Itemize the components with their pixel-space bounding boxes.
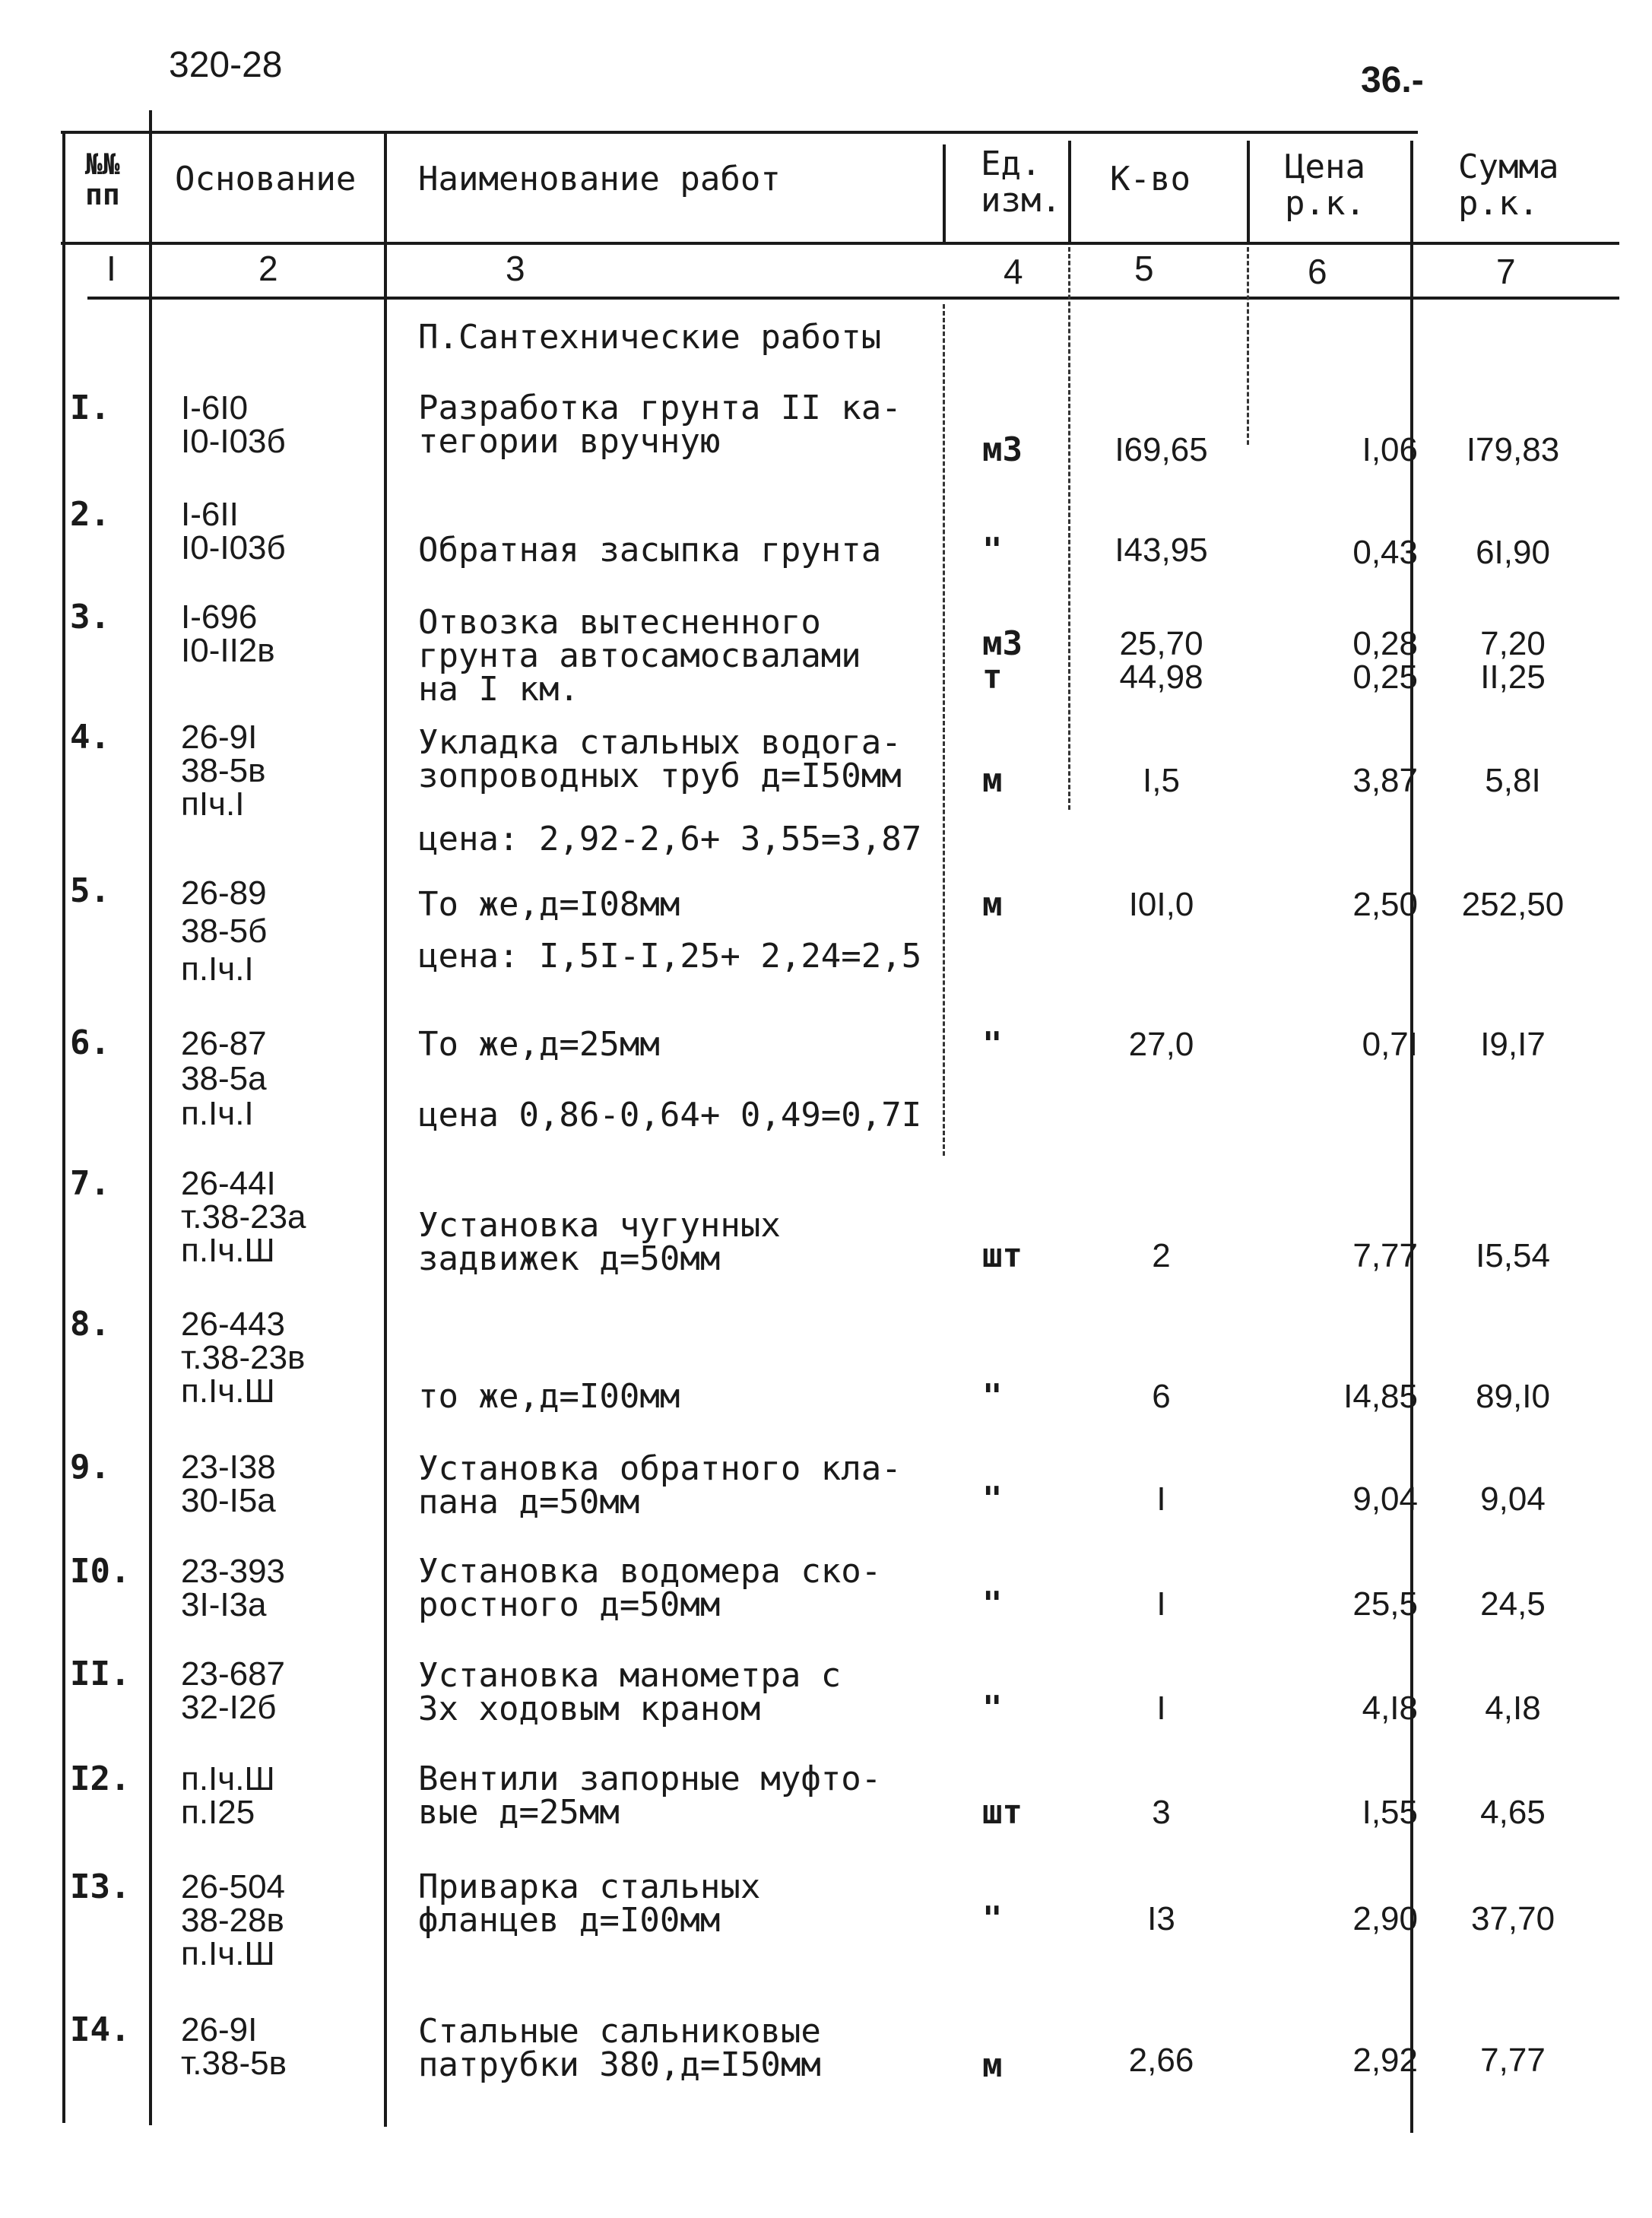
row-sum: 7,77 bbox=[1480, 2042, 1546, 2079]
row-qty: 3 bbox=[1152, 1794, 1171, 1831]
row-price-note: цена 0,86-0,64+ 0,49=0,7I bbox=[418, 1096, 922, 1134]
row-unit: " bbox=[982, 1377, 1003, 1416]
row-name: Установка чугунных задвижек д=50мм bbox=[418, 1206, 781, 1278]
document-code: 320-28 bbox=[169, 45, 283, 85]
col-header-no: №№ пп bbox=[85, 148, 120, 211]
divider-qty-price bbox=[1247, 141, 1250, 243]
col-number-4: 4 bbox=[1004, 252, 1023, 291]
row-price: 25,5 bbox=[1352, 1585, 1418, 1623]
col-header-price: Цена р.к. bbox=[1285, 148, 1365, 223]
row-name: Отвозка вытесненного грунта автосамосвалами на I км. bbox=[418, 603, 861, 709]
row-number: 9. bbox=[70, 1448, 110, 1487]
row-number: 2. bbox=[70, 495, 110, 534]
row-price-note: цена: 2,92-2,6+ 3,55=3,87 bbox=[418, 820, 922, 858]
row-name: Вентили запорные муфто- вые д=25мм bbox=[418, 1759, 882, 1832]
row-sum: 7,20 II,25 bbox=[1480, 625, 1546, 696]
row-price-note: цена: I,5I-I,25+ 2,24=2,5 bbox=[418, 937, 922, 976]
row-unit: " bbox=[982, 1585, 1003, 1623]
row-number: 6. bbox=[70, 1023, 110, 1062]
section-title: П.Сантехнические работы bbox=[418, 318, 882, 357]
row-base: 26-504 38-28в п.Iч.Ш bbox=[181, 1868, 286, 1972]
col-number-6: 6 bbox=[1308, 252, 1327, 291]
row-qty: 25,70 44,98 bbox=[1119, 625, 1203, 696]
dashed-divider-qty-price bbox=[1247, 247, 1249, 445]
row-qty: 6 bbox=[1152, 1378, 1171, 1415]
row-number: I4. bbox=[70, 2010, 131, 2049]
row-number: 4. bbox=[70, 718, 110, 757]
row-base: 23-687 32-I2б bbox=[181, 1655, 286, 1726]
row-price: 0,7I bbox=[1362, 1026, 1418, 1063]
row-qty: 2 bbox=[1152, 1237, 1171, 1274]
row-qty: I0I,0 bbox=[1128, 886, 1194, 923]
row-price: 0,43 bbox=[1352, 534, 1418, 571]
row-name: То же,д=25мм bbox=[418, 1025, 660, 1064]
row-name: Обратная засыпка грунта bbox=[418, 531, 882, 570]
row-sum: 37,70 bbox=[1470, 1900, 1555, 1937]
col-header-sum: Сумма р.к. bbox=[1458, 148, 1559, 223]
col-header-base: Основание bbox=[175, 160, 357, 198]
row-base: 26-87 38-5а п.Iч.I bbox=[181, 1025, 267, 1132]
row-unit: шт bbox=[982, 1236, 1023, 1275]
row-price: 4,I8 bbox=[1362, 1690, 1418, 1727]
row-name: Установка манометра с 3х ходовым краном bbox=[418, 1656, 842, 1728]
row-qty: 27,0 bbox=[1128, 1026, 1194, 1063]
row-unit: м3 bbox=[982, 430, 1023, 469]
row-price: 0,28 0,25 bbox=[1352, 625, 1418, 696]
row-base: 26-9I 38-5в пIч.I bbox=[181, 719, 266, 823]
row-qty: I bbox=[1156, 1690, 1166, 1727]
row-unit: шт bbox=[982, 1793, 1023, 1832]
row-base: 23-I38 30-I5а bbox=[181, 1449, 276, 1519]
row-number: II. bbox=[70, 1655, 131, 1693]
row-name: Установка водомера ско- ростного д=50мм bbox=[418, 1552, 882, 1624]
row-sum: 4,65 bbox=[1480, 1794, 1546, 1831]
col-header-qty: К-во bbox=[1110, 160, 1191, 198]
row-number: I0. bbox=[70, 1552, 131, 1591]
row-qty: I43,95 bbox=[1115, 531, 1208, 569]
divider-unit-qty bbox=[1068, 141, 1071, 243]
row-price: 3,87 bbox=[1352, 762, 1418, 799]
row-base: 26-44I т.38-23а п.Iч.Ш bbox=[181, 1165, 306, 1269]
row-name: То же,д=I08мм bbox=[418, 885, 680, 924]
number-row-bottom-rule bbox=[87, 297, 1619, 300]
row-number: I3. bbox=[70, 1867, 131, 1906]
row-number: I. bbox=[70, 389, 110, 427]
row-price: I,06 bbox=[1362, 431, 1418, 468]
row-price: 9,04 bbox=[1352, 1480, 1418, 1518]
col-number-1: I bbox=[106, 249, 116, 288]
row-number: 3. bbox=[70, 598, 110, 636]
row-unit: " bbox=[982, 1025, 1003, 1064]
row-sum: 5,8I bbox=[1485, 762, 1541, 799]
row-name: то же,д=I00мм bbox=[418, 1377, 680, 1416]
divider-name-unit bbox=[943, 144, 946, 243]
row-qty: I69,65 bbox=[1115, 431, 1208, 468]
row-name: Разработка грунта II ка- тегории вручную bbox=[418, 389, 902, 461]
row-base: 23-393 3I-I3а bbox=[181, 1553, 286, 1623]
row-price: I,55 bbox=[1362, 1794, 1418, 1831]
dashed-divider-unit-qty bbox=[1068, 247, 1070, 810]
row-name: Укладка стальных водога- зопроводных труб д=I50мм bbox=[418, 723, 902, 795]
row-sum: 24,5 bbox=[1480, 1585, 1546, 1623]
row-price: 2,50 bbox=[1352, 886, 1418, 923]
row-number: 5. bbox=[70, 871, 110, 910]
table-top-rule bbox=[61, 131, 1418, 134]
row-price: 2,90 bbox=[1352, 1900, 1418, 1937]
row-unit: м bbox=[982, 2046, 1003, 2085]
row-unit: " bbox=[982, 531, 1003, 570]
row-number: 7. bbox=[70, 1164, 110, 1203]
row-sum: 252,50 bbox=[1461, 886, 1565, 923]
row-unit: м bbox=[982, 761, 1003, 800]
row-unit: " bbox=[982, 1480, 1003, 1518]
row-unit: " bbox=[982, 1899, 1003, 1938]
divider-base-name bbox=[384, 131, 387, 2127]
divider-no-base bbox=[149, 110, 152, 2125]
row-sum: 6I,90 bbox=[1476, 534, 1550, 571]
row-sum: I79,83 bbox=[1466, 431, 1560, 468]
row-price: 7,77 bbox=[1352, 1237, 1418, 1274]
col-number-2: 2 bbox=[258, 249, 278, 288]
header-bottom-rule bbox=[61, 242, 1619, 245]
row-qty: I bbox=[1156, 1480, 1166, 1518]
row-price: 2,92 bbox=[1352, 2042, 1418, 2079]
row-sum: 4,I8 bbox=[1485, 1690, 1541, 1727]
row-name: Приварка стальных фланцев д=I00мм bbox=[418, 1867, 761, 1940]
row-sum: 89,I0 bbox=[1476, 1378, 1550, 1415]
row-qty: I bbox=[1156, 1585, 1166, 1623]
row-price: I4,85 bbox=[1343, 1378, 1418, 1415]
col-header-name: Наименование работ bbox=[418, 160, 781, 198]
row-base: 26-9I т.38-5в bbox=[181, 2011, 287, 2082]
row-sum: I5,54 bbox=[1476, 1237, 1550, 1274]
col-header-unit: Ед. изм. bbox=[981, 144, 1061, 220]
row-name: Стальные сальниковые патрубки 380,д=I50мм bbox=[418, 2012, 821, 2084]
row-qty: I,5 bbox=[1143, 762, 1180, 799]
row-number: 8. bbox=[70, 1305, 110, 1344]
row-base: I-696 I0-II2в bbox=[181, 598, 275, 669]
row-number: I2. bbox=[70, 1759, 131, 1798]
row-sum: 9,04 bbox=[1480, 1480, 1546, 1518]
row-base: 26-89 38-5б п.Iч.I bbox=[181, 874, 268, 988]
row-base: 26-443 т.38-23в п.Iч.Ш bbox=[181, 1306, 306, 1410]
row-unit: " bbox=[982, 1689, 1003, 1728]
border-left bbox=[62, 131, 65, 2123]
col-number-5: 5 bbox=[1134, 249, 1154, 288]
row-base: I-6I0 I0-I03б bbox=[181, 389, 286, 460]
row-unit: м3 т bbox=[982, 624, 1023, 696]
page-number: 36.- bbox=[1361, 60, 1424, 100]
row-base: п.Iч.Ш п.I25 bbox=[181, 1760, 275, 1831]
row-name: Установка обратного кла- пана д=50мм bbox=[418, 1449, 902, 1522]
row-sum: I9,I7 bbox=[1480, 1026, 1546, 1063]
row-base: I-6II I0-I03б bbox=[181, 496, 286, 566]
row-qty: I3 bbox=[1147, 1900, 1175, 1937]
row-unit: м bbox=[982, 885, 1003, 924]
col-number-7: 7 bbox=[1496, 252, 1516, 291]
col-number-3: 3 bbox=[506, 249, 525, 288]
row-qty: 2,66 bbox=[1128, 2042, 1194, 2079]
